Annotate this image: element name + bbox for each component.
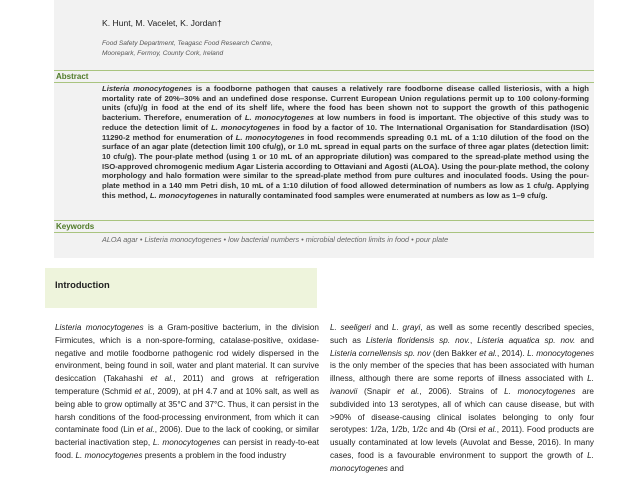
abstract-heading: Abstract [56,72,89,81]
text-run: , 2014). [497,348,528,358]
italic-term: et al. [136,425,155,435]
text-run: is a foodborne pathogen that causes a relatively rare foodborne disease called listeriosis, with a high mortality rate of 20%–30% and an undefined dose response. Current European Union regulations permit up to 100 colony-forming units (cfu)/g in food at the end of its shelf life, where the food has been shown not to support the growth of this pathogenic bacterium. Therefore, enumeration of [102,84,589,123]
text-run: , 2011). Food products are usually contaminated at low levels (Auvolat and Besse, 2016). In many cases, food is a favourable environment to support the growth of [330,425,594,460]
italic-term: Listeria monocytogenes [102,84,193,93]
italic-term: L. monocytogenes [527,348,595,358]
text-run: is a Gram-positive bacterium, in the division Firmicutes, which is a non-spore-forming, catalase-positive, oxidase-negative and motile foodborne pathogenic rod widely dispersed in the environment, being found in soil, water and plant material. It can survive desiccation (Takahashi [55,323,319,384]
italic-term: Listeria floridensis sp. nov. [365,335,470,345]
italic-term: L. monocytogenes [75,450,143,460]
italic-term: et al. [479,348,498,358]
keywords-heading: Keywords [56,222,95,231]
italic-term: L. ivanovii [330,374,594,396]
affiliation-line: Moorepark, Fermoy, County Cork, Ireland [102,49,224,57]
italic-term: L. monocytogenes [244,113,314,123]
italic-term: et al. [134,386,153,396]
text-run: , [469,335,478,345]
author-list: K. Hunt, M. Vacelet, K. Jordan† [102,18,222,28]
text-run: (Snapir [357,386,398,396]
divider [54,220,594,221]
text-run: in food by a factor of 10. The International Organisation for Standardisation (ISO) 11290-2 method for enumeration of [102,122,590,142]
text-run: and [371,323,393,332]
italic-term: L. seeligeri [330,323,372,332]
text-run: (den Bakker [430,348,480,358]
text-run: , as well as some recently described species, such as [330,323,594,345]
text-run: in food recommends spreading 0.1 mL of a 1:10 dilution of the food on the surface of an agar plate (detection limit 100 cfu/g), or 1.0 mL spread in equal parts on the surface of three agar plates (detection limit: 10 cfu/g). The pour-plate method (using 1 or 10 mL of an appropriate dilution) was compared to the spread-plate method using the ISO-approved chromogenic medium Agar Listeria according to Ottaviani and Agosti (ALOA). Using the pour-plate method, the colony morphology and halo formation were similar to the spread-plate method from pure cultures and inoculated foods. Using the pour-plate method in a 140 mm Petri dish, 10 mL of a 1:10 dilution of food allowed determination of numbers as low as 1 cfu/g. Applying this method, [102,132,589,200]
italic-term: Listeria monocytogenes [55,323,144,332]
divider [54,232,594,233]
italic-term: Listeria cornellensis sp. nov [330,348,431,358]
text-run: , 2009), at pH 4.7 and at 10% salt, as well as being able to grow optimally at 35°C and 37°C. Thus, it can persist in the harsh conditions of the food-processing environment, from which it can contaminate food (Lin [55,386,319,435]
affiliation-line: Food Safety Department, Teagasc Food Research Centre, [102,40,273,47]
text-run: in naturally contaminated food samples were enumerated at numbers as low as 1–9 cfu/g. [217,190,548,200]
affiliation [102,39,502,58]
italic-term: L. monocytogenes [149,190,218,200]
divider [54,70,594,71]
italic-term: et al. [397,386,420,396]
divider [54,82,594,83]
body-column-left [55,322,319,463]
italic-term: L. monocytogenes [211,122,280,132]
body-column-right [330,322,594,476]
italic-term: L. monocytogenes [235,132,305,142]
keywords-list: ALOA agar • Listeria monocytogenes • low bacterial numbers • microbial detection limits in food • pour plate [102,235,449,244]
abstract-text [102,84,589,200]
text-run: , 2011) and grows at refrigeration temperature (Schmid [55,374,319,396]
text-run: presents a problem in the food industry [142,450,287,460]
italic-term: et al. [150,374,174,384]
text-run: , 2006). Due to the lack of cooking, or similar bacterial inactivation step, [55,425,319,448]
italic-term: L. monocytogenes [330,450,594,473]
section-title: Introduction [55,279,110,290]
italic-term: L. monocytogenes [504,386,576,396]
text-run: , 2006). Strains of [419,386,505,396]
text-run: and [387,463,404,473]
italic-term: Listeria aquatica sp. nov. [477,335,576,345]
italic-term: et al. [478,425,497,435]
text-run: and [575,335,594,345]
text-run: at low numbers in food is important. The objective of this study was to reduce the detection limit of [102,113,589,132]
text-run: can persist in ready-to-eat food. [55,438,319,460]
italic-term: L. grayi [392,323,421,332]
italic-term: L. monocytogenes [152,438,221,448]
text-run: are subdivided into 13 serotypes, all of which can cause disease, but with >90% of disease-causing clinical isolates belonging to only four serotypes: 1/2a, 1/2b, 1/2c and 4b (Orsi [330,386,594,435]
text-run: is the only member of the species that has been associated with human illness, although there are some reports of illness associated with [330,361,594,384]
